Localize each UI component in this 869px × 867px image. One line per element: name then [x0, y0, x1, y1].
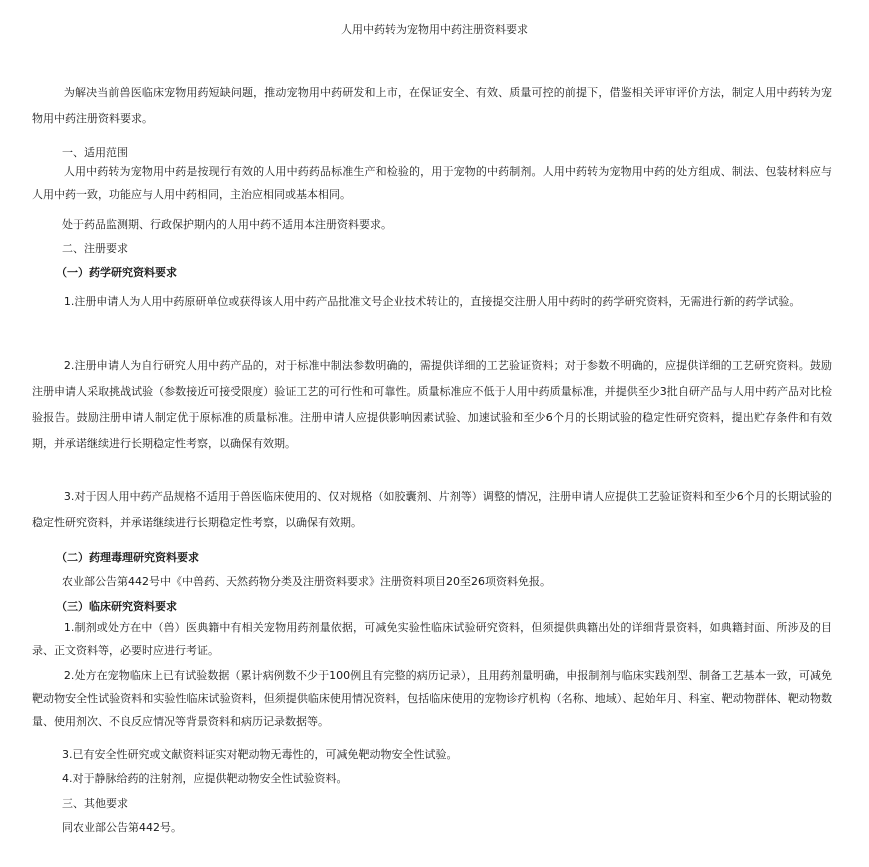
subsection-3-heading: （三）临床研究资料要求: [56, 600, 177, 613]
subsection-3-paragraph-2: 2.处方在宠物临床上已有试验数据（累计病例数不少于100例且有完整的病历记录），且用药剂量明确，申报制剂与临床实践剂型、制备工艺基本一致，可减免靶动物安全性试验资料和实验性临床试验资料，但须提供临床使用情况资料，包括临床使用的宠物诊疗机构（名称、地域）、起始年月、科室、靶动物群体、靶动物数量、使用剂次、不良反应情况等背景资料和病历记录数据等。: [32, 669, 832, 728]
subsection-2-paragraph-1: 农业部公告第442号中《中兽药、天然药物分类及注册资料要求》注册资料项目20至26项资料免报。: [62, 575, 551, 588]
subsection-1-paragraph-1: 1.注册申请人为人用中药原研单位或获得该人用中药产品批准文号企业技术转让的，直接提交注册人用中药时的药学研究资料，无需进行新的药学试验。: [63, 295, 801, 308]
subsection-2-heading: （二）药理毒理研究资料要求: [56, 551, 199, 564]
document-title: 人用中药转为宠物用中药注册资料要求: [341, 23, 528, 36]
section-3-heading: 三、其他要求: [62, 797, 128, 810]
intro-paragraph: 为解决当前兽医临床宠物用药短缺问题，推动宠物用中药研发和上市，在保证安全、有效、质量可控的前提下，借鉴相关评审评价方法，制定人用中药转为宠物用中药注册资料要求。: [32, 86, 832, 125]
section-2-heading: 二、注册要求: [62, 242, 128, 255]
subsection-3-paragraph-3: 3.已有安全性研究或文献资料证实对靶动物无毒性的，可减免靶动物安全性试验。: [62, 748, 458, 761]
section-1-paragraph-1: 人用中药转为宠物用中药是按现行有效的人用中药药品标准生产和检验的，用于宠物的中药制剂。人用中药转为宠物用中药的处方组成、制法、包装材料应与人用中药一致，功能应与人用中药相同，主治应相同或基本相同。: [32, 165, 832, 201]
section-1-heading: 一、适用范围: [62, 146, 128, 159]
section-1-paragraph-2: 处于药品监测期、行政保护期内的人用中药不适用本注册资料要求。: [62, 218, 392, 231]
subsection-3-paragraph-1: 1.制剂或处方在中（兽）医典籍中有相关宠物用药剂量依据，可减免实验性临床试验研究资料，但须提供典籍出处的详细背景资料，如典籍封面、所涉及的目录、正文资料等，必要时应进行考证。: [32, 621, 832, 657]
section-3-paragraph-1: 同农业部公告第442号。: [62, 821, 182, 834]
subsection-3-paragraph-4: 4.对于静脉给药的注射剂，应提供靶动物安全性试验资料。: [62, 772, 348, 785]
subsection-1-heading: （一）药学研究资料要求: [56, 266, 177, 279]
subsection-1-paragraph-3: 3.对于因人用中药产品规格不适用于兽医临床使用的、仅对规格（如胶囊剂、片剂等）调整的情况，注册申请人应提供工艺验证资料和至少6个月的长期试验的稳定性研究资料，并承诺继续进行长期稳定性考察，以确保有效期。: [32, 490, 832, 529]
subsection-1-paragraph-2: 2.注册申请人为自行研究人用中药产品的，对于标准中制法参数明确的，需提供详细的工艺验证资料；对于参数不明确的，应提供详细的工艺研究资料。鼓励注册申请人采取挑战试验（参数接近可接受限度）验证工艺的可行性和可靠性。质量标准应不低于人用中药质量标准，并提供至少3批自研产品与人用中药产品对比检验报告。鼓励注册申请人制定优于原标准的质量标准。注册申请人应提供影响因素试验、加速试验和至少6个月的长期试验的稳定性研究资料，提出贮存条件和有效期，并承诺继续进行长期稳定性考察，以确保有效期。: [32, 359, 832, 450]
